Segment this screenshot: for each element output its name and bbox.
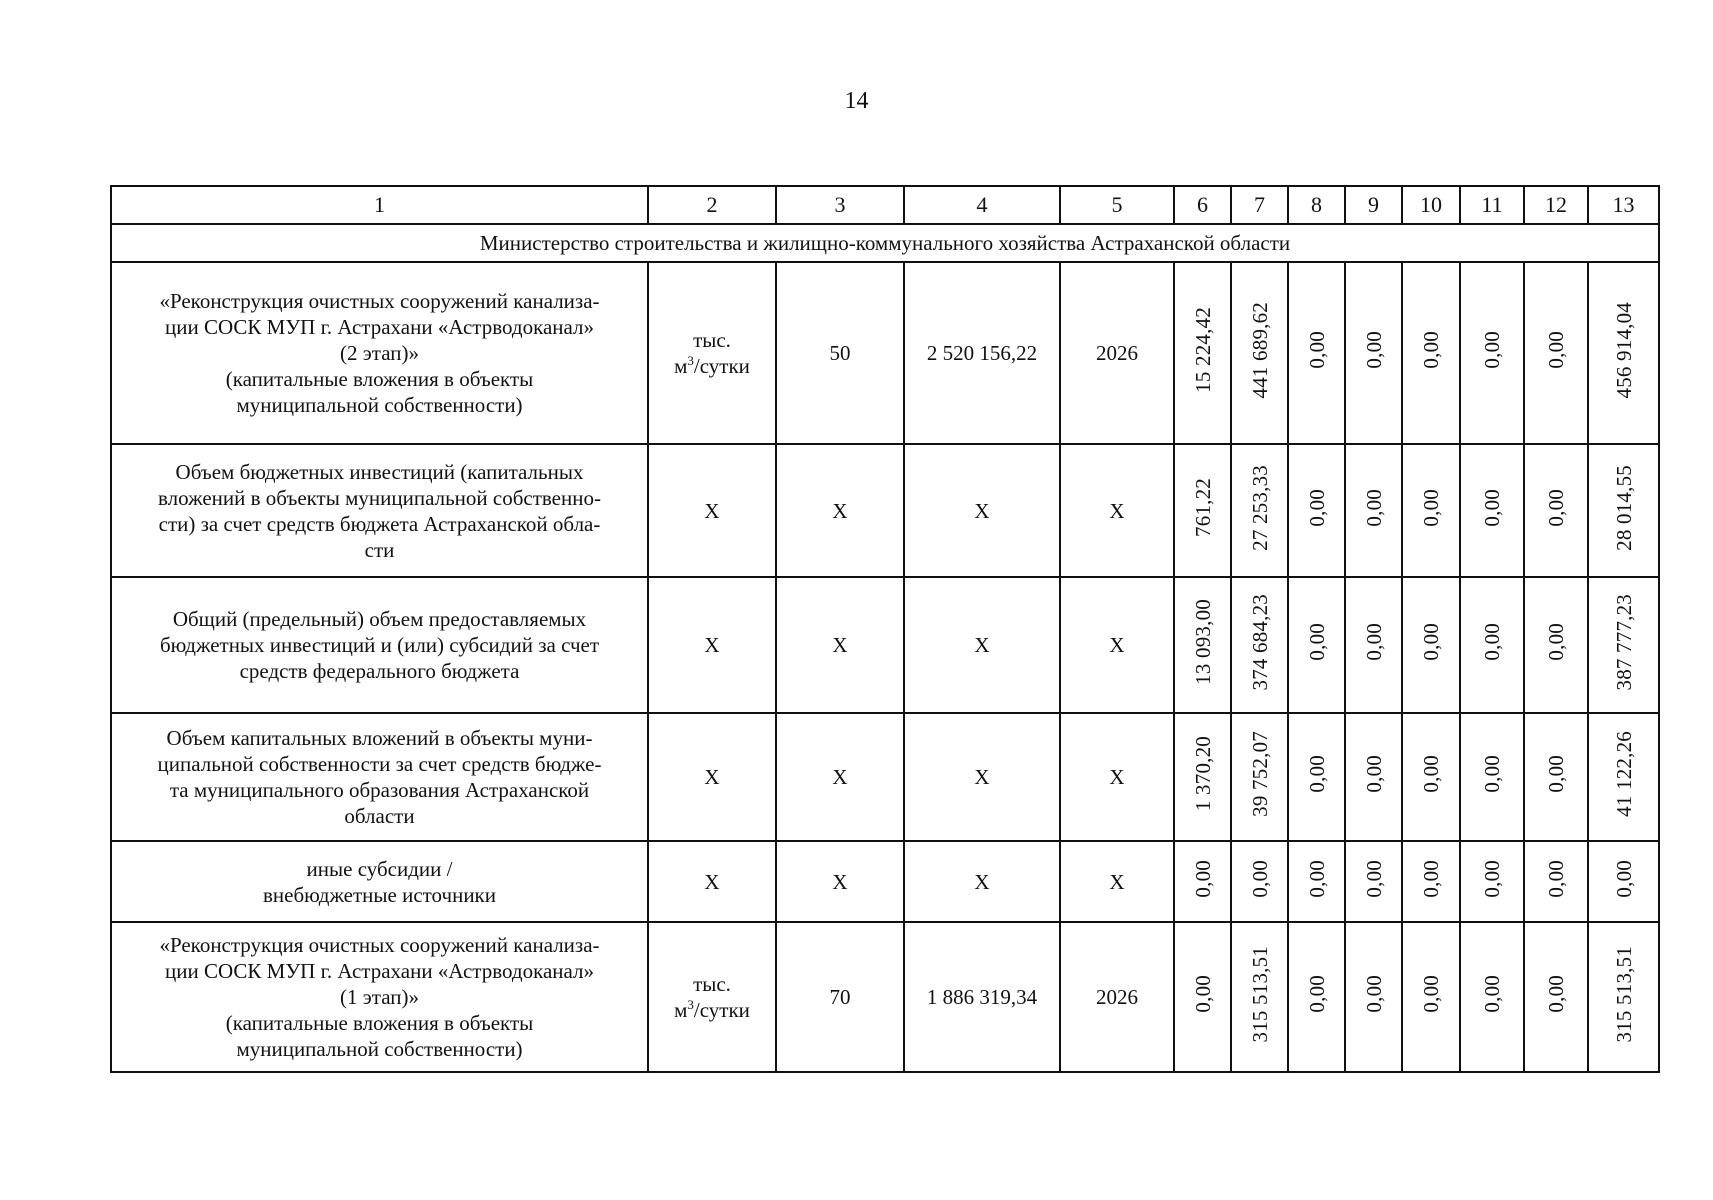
row-name-line: внебюджетные источники (262, 882, 496, 907)
x-mark: X (1060, 577, 1174, 713)
x-mark: X (904, 713, 1060, 841)
row-name-line: сти (364, 537, 395, 562)
amount-value: 0,00 (1361, 859, 1386, 898)
amount-value: 0,00 (1480, 859, 1504, 898)
row-name-line: области (344, 804, 415, 828)
amount-cell-col-12 (1524, 262, 1588, 444)
row-name (111, 262, 648, 444)
amount-value: 39 752,07 (1247, 731, 1272, 817)
amount-value: 0,00 (1361, 331, 1386, 369)
amount-value: 41 122,26 (1611, 731, 1636, 817)
amount-value: 0,00 (1419, 331, 1443, 369)
amount-cell-col-13 (1588, 841, 1659, 922)
x-mark: X (904, 444, 1060, 577)
amount-cell-col-8 (1288, 577, 1345, 713)
amount-cell-col-8 (1288, 713, 1345, 841)
amount-cell-col-7 (1231, 444, 1288, 577)
row-name-line: ции СОСК МУП г. Астрахани «Астрводоканал» (164, 315, 595, 339)
amount-value: 0,00 (1304, 755, 1329, 793)
amount-cell-col-9 (1345, 713, 1402, 841)
amount-value: 0,00 (1304, 859, 1329, 898)
amount-value: 0,00 (1419, 975, 1443, 1013)
x-mark: X (648, 713, 776, 841)
amount-cell-col-11 (1460, 444, 1524, 577)
row-name-line: (капитальные вложения в объекты (225, 1011, 534, 1035)
amount-value: 0,00 (1480, 975, 1504, 1013)
amount-cell-col-8 (1288, 444, 1345, 577)
amount-value: 0,00 (1480, 488, 1504, 527)
amount-value: 0,00 (1480, 623, 1504, 661)
amount-cell-col-13 (1588, 577, 1659, 713)
amount-cell-col-8 (1288, 922, 1345, 1072)
amount-value: 387 777,23 (1611, 593, 1636, 691)
row-name-line: (1 этап)» (340, 985, 419, 1009)
unit-suffix: /сутки (693, 354, 750, 378)
row-name-line: сти) за счет средств бюджета Астраханской обла- (158, 511, 601, 536)
x-mark: X (776, 444, 904, 577)
unit-line-1: тыс. (693, 972, 731, 996)
amount-value: 0,00 (1190, 975, 1215, 1013)
column-number-11: 11 (1460, 186, 1524, 224)
cell-c4: 2 520 156,22 (904, 262, 1060, 444)
amount-value: 374 684,23 (1247, 593, 1272, 691)
column-number-4: 4 (904, 186, 1060, 224)
amount-cell-col-7 (1231, 841, 1288, 922)
cell-c3: 50 (776, 262, 904, 444)
amount-value: 0,00 (1304, 331, 1329, 369)
amount-cell-col-11 (1460, 922, 1524, 1072)
column-number-2: 2 (648, 186, 776, 224)
column-number-1: 1 (111, 186, 648, 224)
unit-line-2 (649, 997, 775, 1023)
amount-value: 1 370,20 (1190, 736, 1215, 812)
x-mark: X (1060, 444, 1174, 577)
column-number-9: 9 (1345, 186, 1402, 224)
table-row (111, 841, 1659, 922)
row-name-line: «Реконструкция очистных сооружений канализа- (159, 933, 600, 957)
amount-value: 456 914,04 (1611, 301, 1636, 399)
table-row (111, 577, 1659, 713)
section-title: Министерство строительства и жилищно-коммунального хозяйства Астраханской области (111, 224, 1659, 262)
row-name-line: иные субсидии / (306, 856, 453, 881)
x-mark: X (904, 577, 1060, 713)
amount-cell-col-10 (1402, 262, 1460, 444)
section-row (111, 224, 1659, 262)
amount-cell-col-10 (1402, 841, 1460, 922)
amount-value: 0,00 (1419, 623, 1443, 661)
row-name (111, 922, 648, 1072)
amount-value: 0,00 (1190, 859, 1215, 898)
row-name-line: Общий (предельный) объем предоставляемых (172, 607, 587, 631)
amount-value: 0,00 (1419, 859, 1443, 898)
row-name-line: Объем бюджетных инвестиций (капитальных (175, 459, 584, 484)
amount-value: 0,00 (1544, 859, 1568, 898)
amount-value: 0,00 (1480, 755, 1504, 793)
cell-c4: 1 886 319,34 (904, 922, 1060, 1072)
amount-cell-col-11 (1460, 713, 1524, 841)
unit-line-1: тыс. (693, 328, 731, 352)
amount-value: 0,00 (1247, 859, 1272, 898)
amount-cell-col-9 (1345, 922, 1402, 1072)
cell-c5: 2026 (1060, 922, 1174, 1072)
table-row (111, 262, 1659, 444)
amount-value: 0,00 (1544, 488, 1568, 527)
amount-cell-col-7 (1231, 262, 1288, 444)
amount-value: 28 014,55 (1611, 464, 1636, 551)
amount-value: 0,00 (1361, 623, 1386, 661)
unit-superscript: 3 (687, 997, 694, 1012)
column-number-10: 10 (1402, 186, 1460, 224)
amount-cell-col-10 (1402, 922, 1460, 1072)
amount-cell-col-9 (1345, 262, 1402, 444)
row-name-line: средств федерального бюджета (239, 659, 520, 683)
amount-cell-col-6 (1174, 262, 1231, 444)
row-name-line: вложений в объекты муниципальной собственно- (158, 485, 601, 510)
amount-value: 0,00 (1361, 975, 1386, 1013)
column-number-6: 6 (1174, 186, 1231, 224)
amount-cell-col-10 (1402, 713, 1460, 841)
amount-cell-col-13 (1588, 922, 1659, 1072)
amount-value: 0,00 (1611, 859, 1636, 898)
row-name (111, 577, 648, 713)
x-mark: X (776, 577, 904, 713)
amount-value: 315 513,51 (1247, 945, 1272, 1043)
amount-value: 441 689,62 (1247, 301, 1272, 399)
page-number: 14 (844, 88, 869, 114)
amount-cell-col-12 (1524, 444, 1588, 577)
amount-cell-col-8 (1288, 841, 1345, 922)
amount-value: 0,00 (1544, 975, 1568, 1013)
row-name-line: муниципальной собственности) (236, 393, 523, 417)
amount-cell-col-7 (1231, 713, 1288, 841)
row-name (111, 444, 648, 577)
unit-base: м (674, 354, 688, 378)
amount-cell-col-9 (1345, 841, 1402, 922)
amount-cell-col-6 (1174, 713, 1231, 841)
column-number-5: 5 (1060, 186, 1174, 224)
table-row (111, 713, 1659, 841)
x-mark: X (648, 577, 776, 713)
amount-value: 0,00 (1304, 975, 1329, 1013)
x-mark: X (648, 841, 776, 922)
column-number-row (111, 186, 1659, 224)
amount-value: 13 093,00 (1190, 599, 1215, 685)
row-name-line: (капитальные вложения в объекты (225, 367, 534, 391)
amount-cell-col-12 (1524, 577, 1588, 713)
unit-cell (648, 262, 776, 444)
amount-value: 0,00 (1304, 623, 1329, 661)
amount-cell-col-13 (1588, 713, 1659, 841)
amount-value: 0,00 (1361, 755, 1386, 793)
row-name-line: муниципальной собственности) (236, 1037, 523, 1061)
column-number-3: 3 (776, 186, 904, 224)
amount-cell-col-13 (1588, 262, 1659, 444)
amount-cell-col-6 (1174, 841, 1231, 922)
amount-cell-col-7 (1231, 577, 1288, 713)
amount-value: 0,00 (1361, 488, 1386, 527)
amount-cell-col-10 (1402, 577, 1460, 713)
amount-cell-col-12 (1524, 713, 1588, 841)
amount-value: 0,00 (1544, 331, 1568, 369)
amount-value: 15 224,42 (1190, 307, 1215, 393)
row-name-line: бюджетных инвестиций и (или) субсидий за счет (159, 633, 600, 657)
amount-cell-col-7 (1231, 922, 1288, 1072)
row-name (111, 713, 648, 841)
table-row (111, 922, 1659, 1072)
unit-suffix: /сутки (693, 998, 750, 1022)
row-name-line: ции СОСК МУП г. Астрахани «Астрводоканал» (164, 959, 595, 983)
amount-cell-col-12 (1524, 841, 1588, 922)
amount-cell-col-6 (1174, 444, 1231, 577)
amount-cell-col-11 (1460, 262, 1524, 444)
row-name (111, 841, 648, 922)
amount-cell-col-10 (1402, 444, 1460, 577)
amount-cell-col-6 (1174, 922, 1231, 1072)
row-name-line: (2 этап)» (340, 341, 419, 365)
x-mark: X (648, 444, 776, 577)
amount-value: 315 513,51 (1611, 945, 1636, 1043)
amount-value: 0,00 (1480, 331, 1504, 369)
x-mark: X (1060, 841, 1174, 922)
column-number-12: 12 (1524, 186, 1588, 224)
amount-value: 0,00 (1419, 488, 1443, 527)
column-number-13: 13 (1588, 186, 1659, 224)
x-mark: X (776, 841, 904, 922)
unit-cell (648, 922, 776, 1072)
row-name-line: «Реконструкция очистных сооружений канализа- (159, 289, 600, 313)
amount-value: 761,22 (1190, 478, 1215, 537)
amount-value: 0,00 (1304, 488, 1329, 527)
row-name-line: ципальной собственности за счет средств бюдже- (157, 752, 602, 776)
x-mark: X (776, 713, 904, 841)
amount-value: 0,00 (1544, 623, 1568, 661)
x-mark: X (904, 841, 1060, 922)
amount-value: 0,00 (1544, 755, 1568, 793)
amount-cell-col-9 (1345, 444, 1402, 577)
unit-line-2 (649, 353, 775, 379)
amount-value: 27 253,33 (1247, 464, 1272, 551)
amount-cell-col-11 (1460, 577, 1524, 713)
row-name-line: та муниципального образования Астраханской (169, 778, 590, 802)
cell-c3: 70 (776, 922, 904, 1072)
unit-base: м (674, 998, 688, 1022)
column-number-8: 8 (1288, 186, 1345, 224)
cell-c5: 2026 (1060, 262, 1174, 444)
column-number-7: 7 (1231, 186, 1288, 224)
amount-cell-col-12 (1524, 922, 1588, 1072)
table-row (111, 444, 1659, 577)
amount-cell-col-13 (1588, 444, 1659, 577)
amount-value: 0,00 (1419, 755, 1443, 793)
investment-table (110, 185, 1660, 1073)
row-name-line: Объем капитальных вложений в объекты муни- (166, 726, 593, 750)
unit-superscript: 3 (687, 353, 694, 368)
amount-cell-col-9 (1345, 577, 1402, 713)
amount-cell-col-11 (1460, 841, 1524, 922)
amount-cell-col-8 (1288, 262, 1345, 444)
amount-cell-col-6 (1174, 577, 1231, 713)
x-mark: X (1060, 713, 1174, 841)
